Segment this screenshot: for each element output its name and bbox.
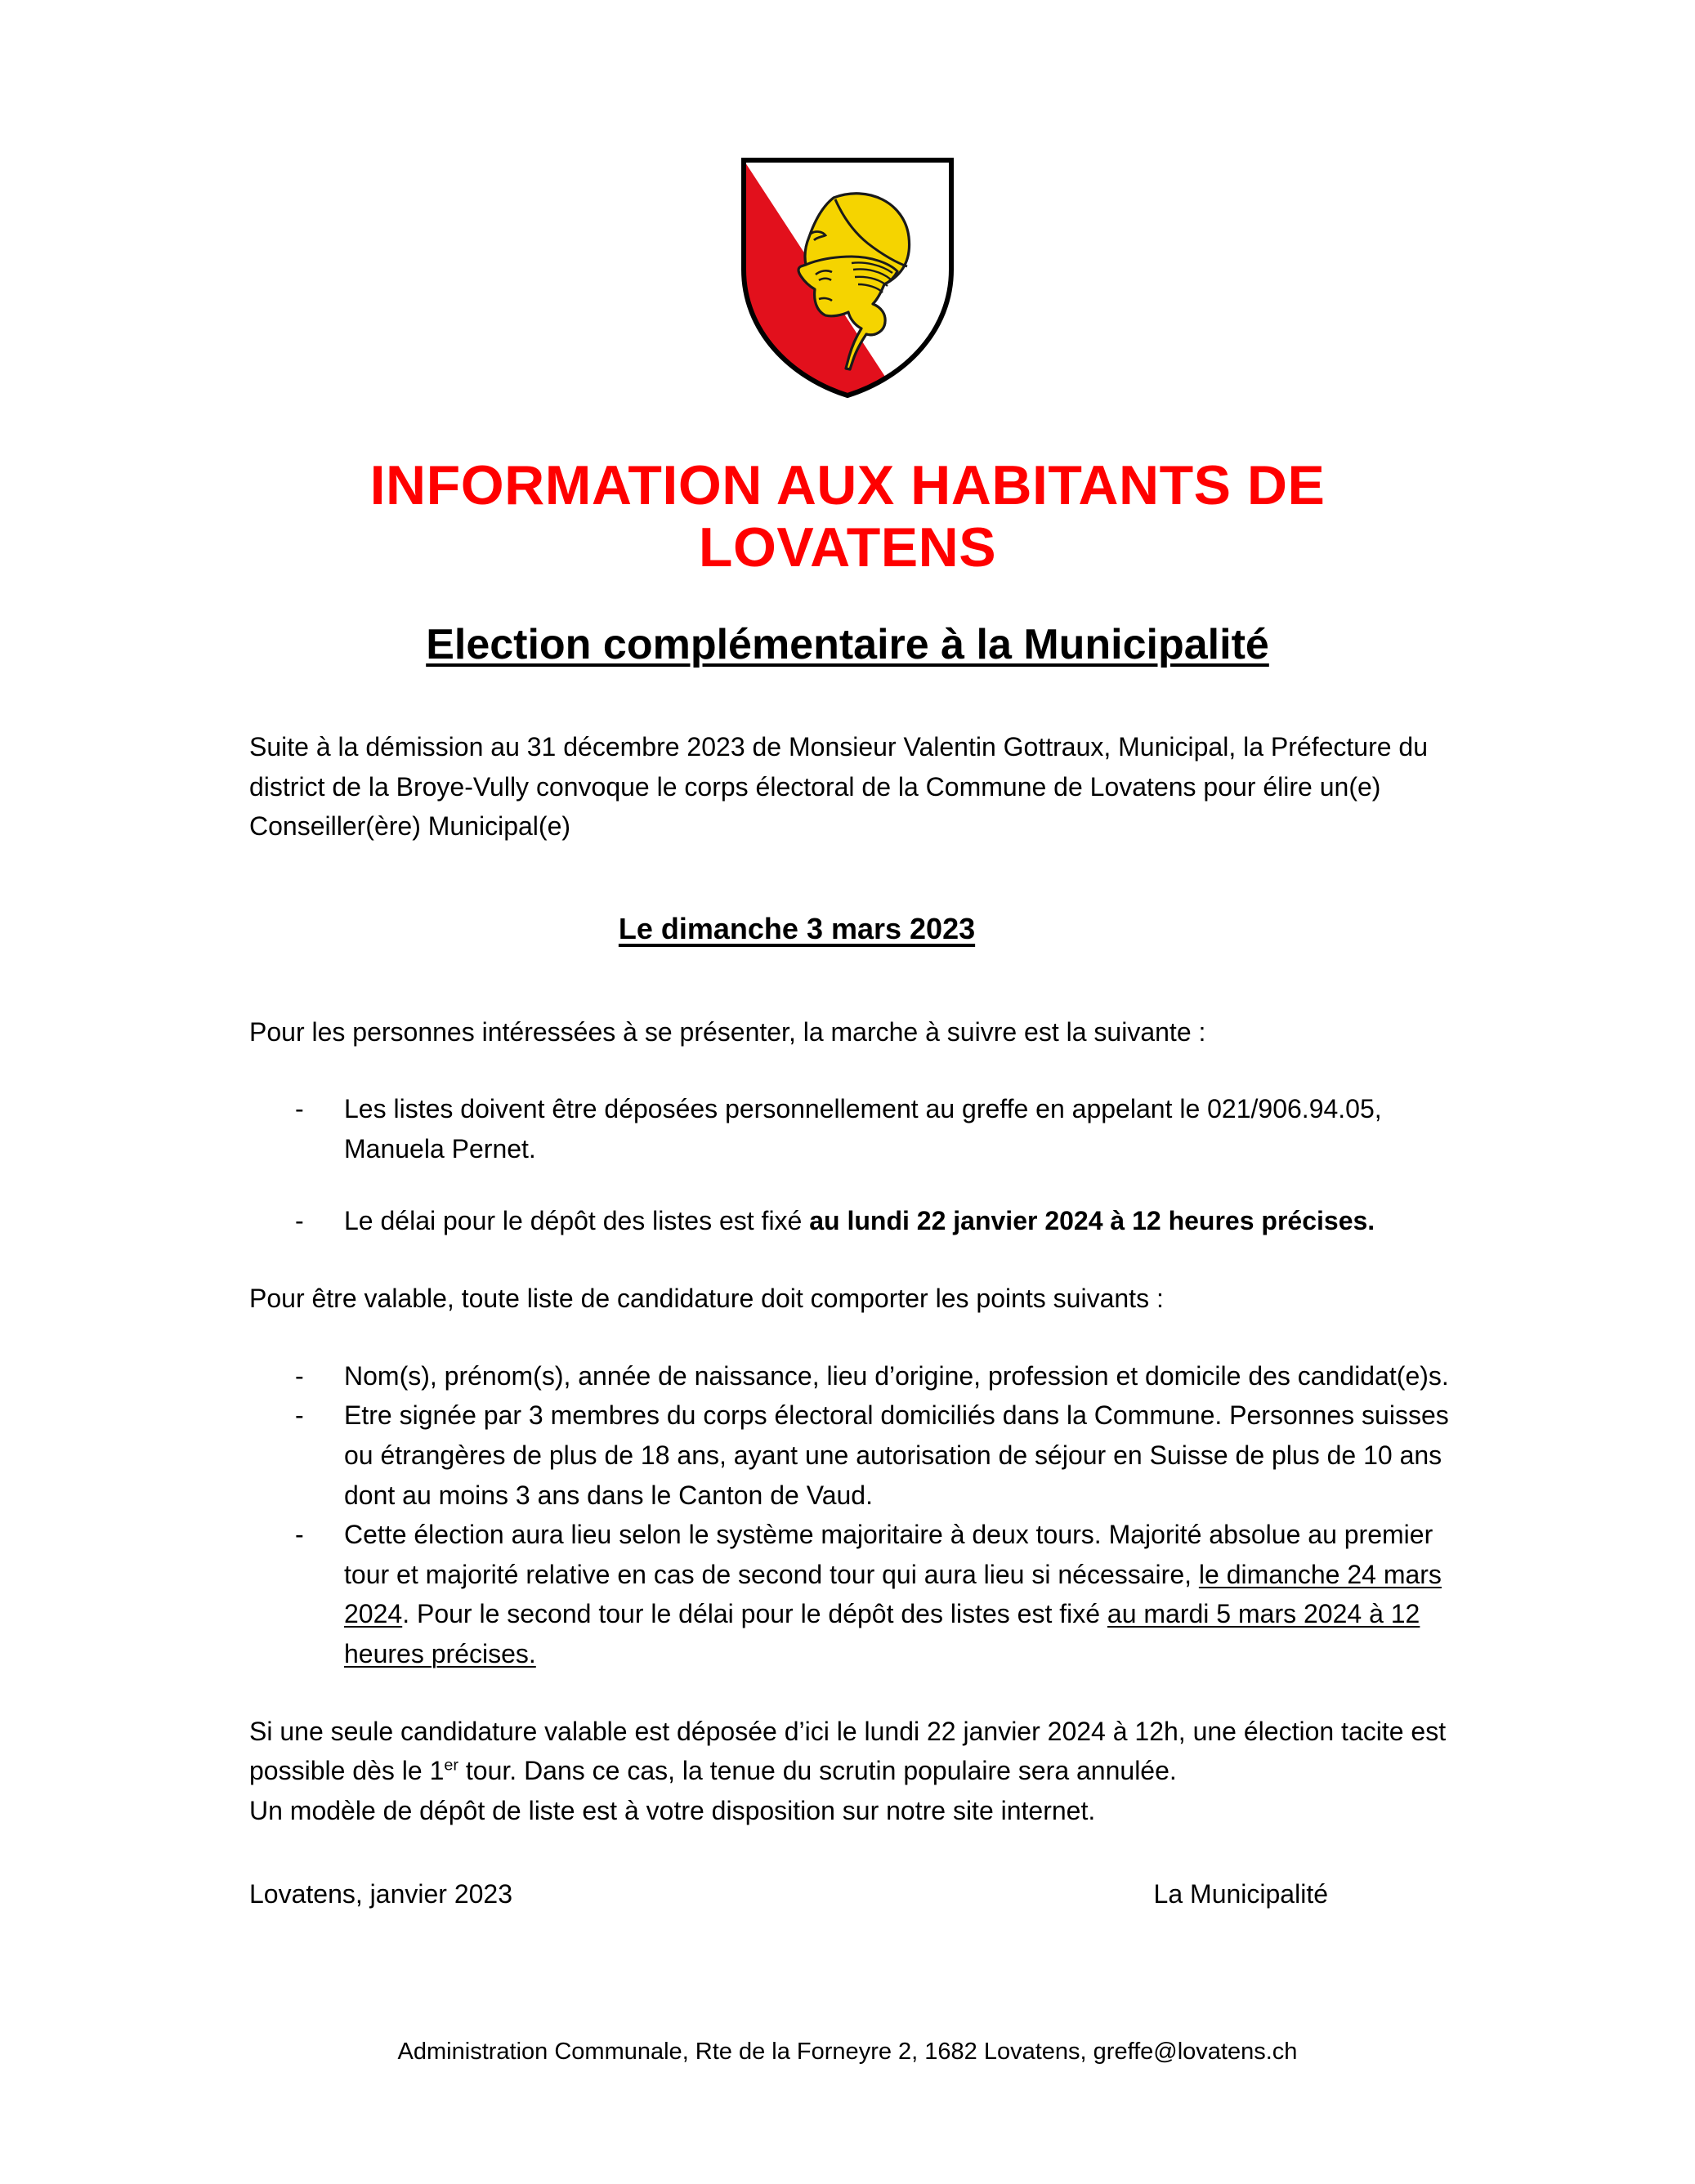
election-date-text: Le dimanche 3 mars 2023 [618,911,976,945]
page-subtitle-text: Election complémentaire à la Municipalité [426,621,1269,669]
list-item-text [344,1201,1451,1241]
page-title-line-2: LOVATENS [698,516,997,579]
list-marker: - [295,1400,304,1431]
list-item [249,1515,1451,1674]
list-item-text [344,1089,1451,1168]
list-item-text: Nom(s), prénom(s), année de naissance, lieu d’origine, profession et domicile des candidat(e)s. [344,1360,1449,1391]
list-item-text-plain: Le délai pour le dépôt des listes est fixé [344,1206,810,1236]
ordinal-superscript: er [444,1756,459,1775]
list-item [249,1396,1451,1515]
page-footer: Administration Communale, Rte de la Forneyre 2, 1682 Lovatens, greffe@lovatens.ch [397,2039,1298,2065]
list-item-text [344,1515,1451,1674]
list-marker: - [295,1094,304,1124]
requirements-lead: Pour être valable, toute liste de candidature doit comporter les points suivants : [249,1284,1164,1314]
list-item-text-plain: Les listes doivent être déposées personnellement au greffe en appelant le 021/906.94.05, Manuela Pernet. [344,1094,1382,1163]
requirements-list [249,1356,1451,1674]
document-body [249,727,1451,1831]
closing-text-a: Si une seule candidature valable est déposée d’ici le lundi 22 janvier 2024 à 12h, une élection tacite est possible dès le 1 [249,1716,1447,1786]
page-subtitle [172,619,1523,670]
list-item [249,1089,1451,1168]
closing-note: Un modèle de dépôt de liste est à votre disposition sur notre site internet. [249,1795,1096,1825]
signature-row [249,1879,1451,1909]
signature-authority: La Municipalité [1153,1879,1328,1909]
list-marker: - [295,1360,304,1391]
list-item-text-plain-2: . Pour le second tour le délai pour le dépôt des listes est fixé [402,1599,1107,1629]
list-item-text-bold: au lundi 22 janvier 2024 à 12 heures précises. [809,1206,1375,1236]
lovatens-coat-of-arms-icon [737,155,958,400]
list-item-text: Etre signée par 3 membres du corps électoral domiciliés dans la Commune. Personnes suisses ou étrangères de plus de 18 ans, ayant une autorisation de séjour en Suisse de plus de 10 ans dont au moins 3 ans dans le Canton de Vaud. [344,1400,1449,1510]
closing-paragraph [249,1712,1451,1791]
closing-text-b: tour. Dans ce cas, la tenue du scrutin populaire sera annulée. [458,1756,1177,1786]
election-date-heading [249,907,1451,952]
procedure-lead: Pour les personnes intéressées à se présenter, la marche à suivre est la suivante : [249,1016,1206,1047]
procedure-list [249,1089,1451,1241]
list-item [249,1356,1451,1396]
intro-paragraph: Suite à la démission au 31 décembre 2023 de Monsieur Valentin Gottraux, Municipal, la Préfecture du district de la Broye-Vully convoque le corps électoral de la Commune de Lovatens pour élire un(e) Conseiller(ère) Municipal(e) [249,732,1428,842]
list-marker: - [295,1206,304,1236]
signature-place-date: Lovatens, janvier 2023 [249,1879,512,1909]
list-item-text-underline-date: le dimanche 24 mars 2024 [344,1559,1442,1629]
list-item-text-plain: Cette élection aura lieu selon le système majoritaire à deux tours. Majorité absolue au premier tour et majorité relative en cas de second tour qui aura lieu si nécessaire, [344,1520,1433,1589]
list-marker: - [295,1520,304,1550]
crest-container [0,155,1695,400]
page-title-line-1: INFORMATION AUX HABITANTS DE [369,453,1326,516]
list-item-text-underline-deadline: au mardi 5 mars 2024 à 12 heures précises. [344,1599,1420,1669]
list-item [249,1201,1451,1241]
page-title [172,454,1523,580]
